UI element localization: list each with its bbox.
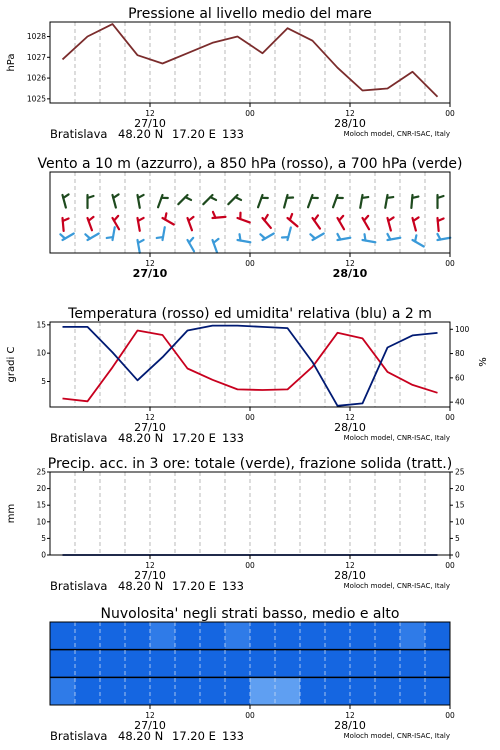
cloud-cell-alto	[75, 622, 101, 650]
location-lat: 48.20 N	[118, 729, 164, 743]
barb-10m-feather	[157, 237, 163, 238]
y-tick-label: 10	[36, 348, 46, 358]
cloud-cell-medio	[225, 650, 251, 678]
barb-10m	[138, 240, 144, 253]
barb-10m	[337, 234, 350, 240]
cloudiness-panel	[50, 606, 455, 743]
barb-850hpa	[263, 215, 271, 228]
barb-850hpa	[88, 217, 94, 230]
time-tick-label: 00	[445, 413, 455, 422]
barb-10m	[260, 234, 273, 241]
location-alt: 133	[222, 729, 244, 743]
cloud-cell-basso	[75, 677, 101, 705]
time-tick-label: 12	[145, 109, 155, 118]
barb-700hpa	[178, 195, 191, 204]
model-credit: Moloch model, CNR-ISAC, Italy	[343, 130, 450, 138]
barb-850hpa-feather	[413, 217, 418, 220]
barb-850hpa	[288, 214, 298, 226]
barb-850hpa-feather	[138, 218, 144, 221]
barb-700hpa-feather	[412, 197, 418, 198]
barb-850hpa	[388, 217, 394, 230]
time-tick-label: 12	[145, 561, 155, 570]
time-tick-label: 00	[245, 413, 255, 422]
cloud-cell-medio	[375, 650, 401, 678]
barb-700hpa-feather	[362, 197, 368, 198]
cloud-cell-alto	[100, 622, 126, 650]
cloud-cell-basso	[400, 677, 426, 705]
time-tick-label: 12	[345, 109, 355, 118]
y-tick-label: 1025	[26, 94, 46, 104]
barb-700hpa	[113, 194, 119, 207]
time-tick-label: 12	[145, 711, 155, 720]
cloud-cell-basso	[325, 677, 351, 705]
barb-10m	[213, 239, 219, 252]
location-lon: 17.20 E	[172, 431, 216, 445]
y-tick-label-right: 40	[455, 397, 465, 407]
location-alt: 133	[222, 431, 244, 445]
barb-850hpa	[213, 212, 226, 218]
barb-10m	[60, 234, 73, 241]
cloud-cell-basso	[125, 677, 151, 705]
time-tick-label: 00	[245, 561, 255, 570]
plot-frame	[50, 172, 450, 253]
y-tick-label: 15	[36, 320, 46, 330]
y-axis-label: mm	[6, 503, 17, 524]
cloud-cell-basso	[300, 677, 326, 705]
barb-10m	[85, 234, 98, 241]
barb-850hpa	[138, 218, 144, 231]
location-alt: 133	[222, 127, 244, 141]
cloud-cell-medio	[50, 650, 76, 678]
cloud-cell-alto	[400, 622, 426, 650]
y-tick-label: 5	[41, 533, 46, 543]
y-tick-label: 10	[36, 517, 46, 527]
cloud-cell-basso	[275, 677, 301, 705]
location-lat: 48.20 N	[118, 127, 164, 141]
model-credit: Moloch model, CNR-ISAC, Italy	[343, 582, 450, 590]
time-tick-label: 00	[445, 109, 455, 118]
location-lon: 17.20 E	[172, 579, 216, 593]
barb-700hpa	[258, 195, 268, 207]
barb-700hpa	[385, 195, 393, 208]
cloud-cell-alto	[200, 622, 226, 650]
barb-700hpa	[63, 194, 69, 207]
barb-10m	[310, 234, 323, 241]
panel-title: Pressione al livello medio del mare	[128, 6, 372, 22]
plot-frame	[50, 22, 450, 103]
barb-700hpa	[228, 195, 241, 204]
barb-10m	[188, 238, 195, 251]
barb-700hpa-feather	[185, 197, 191, 200]
cloud-cell-medio	[250, 650, 276, 678]
y-tick-label-right: 60	[455, 373, 465, 383]
barb-700hpa-feather	[63, 194, 68, 197]
cloud-cell-medio	[350, 650, 376, 678]
barb-850hpa	[238, 213, 250, 223]
cloud-cell-basso	[250, 677, 276, 705]
location-name: Bratislava	[50, 431, 108, 445]
barb-850hpa	[188, 217, 194, 230]
panel-title: Temperatura (rosso) ed umidita' relativa (blu) a 2 m	[68, 306, 432, 322]
barb-700hpa	[203, 195, 216, 204]
barb-850hpa	[363, 216, 370, 229]
time-tick-label: 12	[345, 561, 355, 570]
y-tick-label: 1028	[26, 32, 46, 42]
barb-700hpa	[411, 195, 418, 208]
barb-10m-feather	[138, 240, 144, 243]
cloud-cell-alto	[225, 622, 251, 650]
barb-850hpa-feather	[189, 217, 194, 221]
barb-10m-feather	[437, 234, 440, 240]
location-lat: 48.20 N	[118, 579, 164, 593]
panel-title: Vento a 10 m (azzurro), a 850 hPa (rosso), a 700 hPa (verde)	[37, 156, 463, 172]
barb-850hpa	[313, 215, 320, 228]
y-tick-label: 20	[36, 484, 46, 494]
y-axis-label-right: %	[478, 357, 489, 367]
temperature-humidity-panel	[6, 306, 489, 445]
barb-10m	[157, 227, 165, 240]
cloud-cell-medio	[425, 650, 451, 678]
barb-700hpa	[308, 195, 318, 207]
barb-10m	[437, 234, 450, 240]
time-tick-label: 12	[345, 711, 355, 720]
barb-850hpa	[63, 218, 69, 231]
y-tick-label-right: 5	[455, 533, 460, 543]
cloud-cell-medio	[150, 650, 176, 678]
cloud-cell-alto	[325, 622, 351, 650]
cloud-cell-medio	[125, 650, 151, 678]
y-tick-label-right: 10	[455, 517, 465, 527]
barb-10m	[387, 234, 400, 240]
barb-700hpa-feather	[210, 197, 216, 200]
location-lon: 17.20 E	[172, 729, 216, 743]
cloud-cell-alto	[300, 622, 326, 650]
barb-10m-feather	[189, 238, 193, 243]
barb-10m-feather	[107, 237, 113, 238]
location-name: Bratislava	[50, 579, 108, 593]
barb-850hpa	[338, 216, 345, 229]
cloud-cell-basso	[175, 677, 201, 705]
date-label: 28/10	[334, 569, 366, 582]
y-tick-label: 0	[41, 550, 46, 560]
time-tick-label: 00	[245, 109, 255, 118]
panel-title: Precip. acc. in 3 ore: totale (verde), frazione solida (tratt.)	[47, 456, 453, 472]
date-label: 28/10	[332, 267, 368, 280]
barb-700hpa	[138, 195, 144, 208]
y-tick-label-right: 0	[455, 550, 460, 560]
barb-10m	[363, 234, 376, 242]
barb-10m-feather	[337, 234, 340, 240]
cloud-cell-medio	[275, 650, 301, 678]
barb-850hpa-feather	[339, 216, 343, 221]
location-lon: 17.20 E	[172, 127, 216, 141]
time-tick-label: 12	[145, 259, 155, 268]
cloud-cell-basso	[150, 677, 176, 705]
model-credit: Moloch model, CNR-ISAC, Italy	[343, 732, 450, 740]
barb-700hpa-feather	[387, 197, 393, 198]
cloud-cell-basso	[425, 677, 451, 705]
y-tick-label: 1026	[26, 73, 46, 83]
barb-700hpa	[88, 195, 94, 208]
time-tick-label: 00	[445, 711, 455, 720]
location-name: Bratislava	[50, 729, 108, 743]
cloud-cell-medio	[400, 650, 426, 678]
y-tick-label: 5	[41, 377, 46, 386]
cloud-cell-alto	[275, 622, 301, 650]
barb-10m-feather	[260, 234, 265, 238]
model-credit: Moloch model, CNR-ISAC, Italy	[343, 434, 450, 442]
time-tick-label: 00	[245, 711, 255, 720]
barb-700hpa	[333, 195, 343, 207]
barb-10m-feather	[415, 235, 416, 241]
barb-700hpa-feather	[138, 195, 144, 198]
precipitation-panel	[6, 456, 465, 593]
time-tick-label: 00	[445, 259, 455, 268]
cloud-cell-medio	[100, 650, 126, 678]
time-tick-label: 12	[345, 413, 355, 422]
barb-700hpa	[438, 195, 444, 208]
barb-700hpa	[284, 195, 293, 208]
date-label: 27/10	[134, 421, 166, 434]
y-tick-label-right: 80	[455, 349, 465, 359]
barb-850hpa-feather	[89, 217, 94, 221]
barb-10m-feather	[365, 234, 366, 240]
barb-10m-feather	[60, 234, 65, 238]
barb-850hpa-feather	[314, 215, 318, 220]
date-label: 28/10	[334, 117, 366, 130]
barb-700hpa-feather	[113, 194, 118, 197]
date-label: 27/10	[134, 719, 166, 732]
barb-10m	[413, 235, 424, 246]
date-label: 28/10	[334, 421, 366, 434]
cloud-cell-medio	[175, 650, 201, 678]
cloud-cell-basso	[200, 677, 226, 705]
barb-700hpa	[158, 195, 168, 207]
cloud-cell-alto	[50, 622, 76, 650]
cloud-cell-alto	[250, 622, 276, 650]
time-tick-label: 00	[445, 561, 455, 570]
cloud-cell-alto	[425, 622, 451, 650]
cloud-cell-alto	[125, 622, 151, 650]
barb-850hpa	[438, 218, 444, 231]
wind-panel	[37, 156, 462, 280]
barb-10m	[282, 227, 291, 240]
cloud-cell-basso	[225, 677, 251, 705]
barb-10m	[238, 234, 251, 242]
time-tick-label: 12	[345, 259, 355, 268]
cloud-cell-alto	[150, 622, 176, 650]
y-tick-label-right: 20	[455, 484, 465, 494]
barb-850hpa-feather	[165, 213, 166, 219]
location-name: Bratislava	[50, 127, 108, 141]
cloud-cell-basso	[100, 677, 126, 705]
cloud-cell-medio	[300, 650, 326, 678]
date-label: 28/10	[334, 719, 366, 732]
barb-10m-feather	[214, 239, 219, 243]
cloud-cell-basso	[350, 677, 376, 705]
time-tick-label: 00	[245, 259, 255, 268]
pressure-panel	[6, 6, 455, 141]
barb-10m	[107, 227, 115, 240]
y-tick-label-right: 100	[455, 324, 470, 334]
barb-850hpa-feather	[290, 214, 292, 220]
date-label: 27/10	[134, 569, 166, 582]
barb-10m-feather	[240, 234, 241, 240]
cloud-cell-basso	[375, 677, 401, 705]
barb-700hpa	[360, 195, 368, 208]
barb-700hpa-feather	[235, 197, 241, 200]
y-tick-label: 25	[36, 467, 46, 477]
barb-10m-feather	[387, 234, 390, 240]
barb-850hpa-feather	[114, 216, 118, 221]
y-tick-label: 15	[36, 500, 46, 510]
cloud-cell-medio	[325, 650, 351, 678]
cloud-cell-alto	[375, 622, 401, 650]
barb-10m-feather	[310, 234, 315, 238]
barb-850hpa-feather	[388, 217, 393, 220]
location-lat: 48.20 N	[118, 431, 164, 445]
barb-850hpa	[413, 217, 419, 230]
barb-850hpa-feather	[264, 215, 267, 220]
cloud-cell-medio	[200, 650, 226, 678]
cloud-cell-alto	[175, 622, 201, 650]
barb-850hpa	[163, 213, 174, 224]
y-axis-label: gradi C	[6, 346, 17, 383]
time-tick-label: 12	[145, 413, 155, 422]
barb-10m-feather	[85, 234, 90, 238]
cloud-cell-alto	[350, 622, 376, 650]
y-tick-label: 1027	[26, 52, 46, 62]
y-tick-label-right: 25	[455, 467, 465, 477]
barb-850hpa-feather	[364, 216, 368, 221]
cloud-cell-medio	[75, 650, 101, 678]
date-label: 27/10	[134, 117, 166, 130]
location-alt: 133	[222, 579, 244, 593]
y-tick-label-right: 15	[455, 500, 465, 510]
cloud-cell-basso	[50, 677, 76, 705]
panel-title: Nuvolosita' negli strati basso, medio e alto	[100, 606, 400, 622]
y-axis-label: hPa	[6, 53, 17, 72]
date-label: 27/10	[132, 267, 168, 280]
